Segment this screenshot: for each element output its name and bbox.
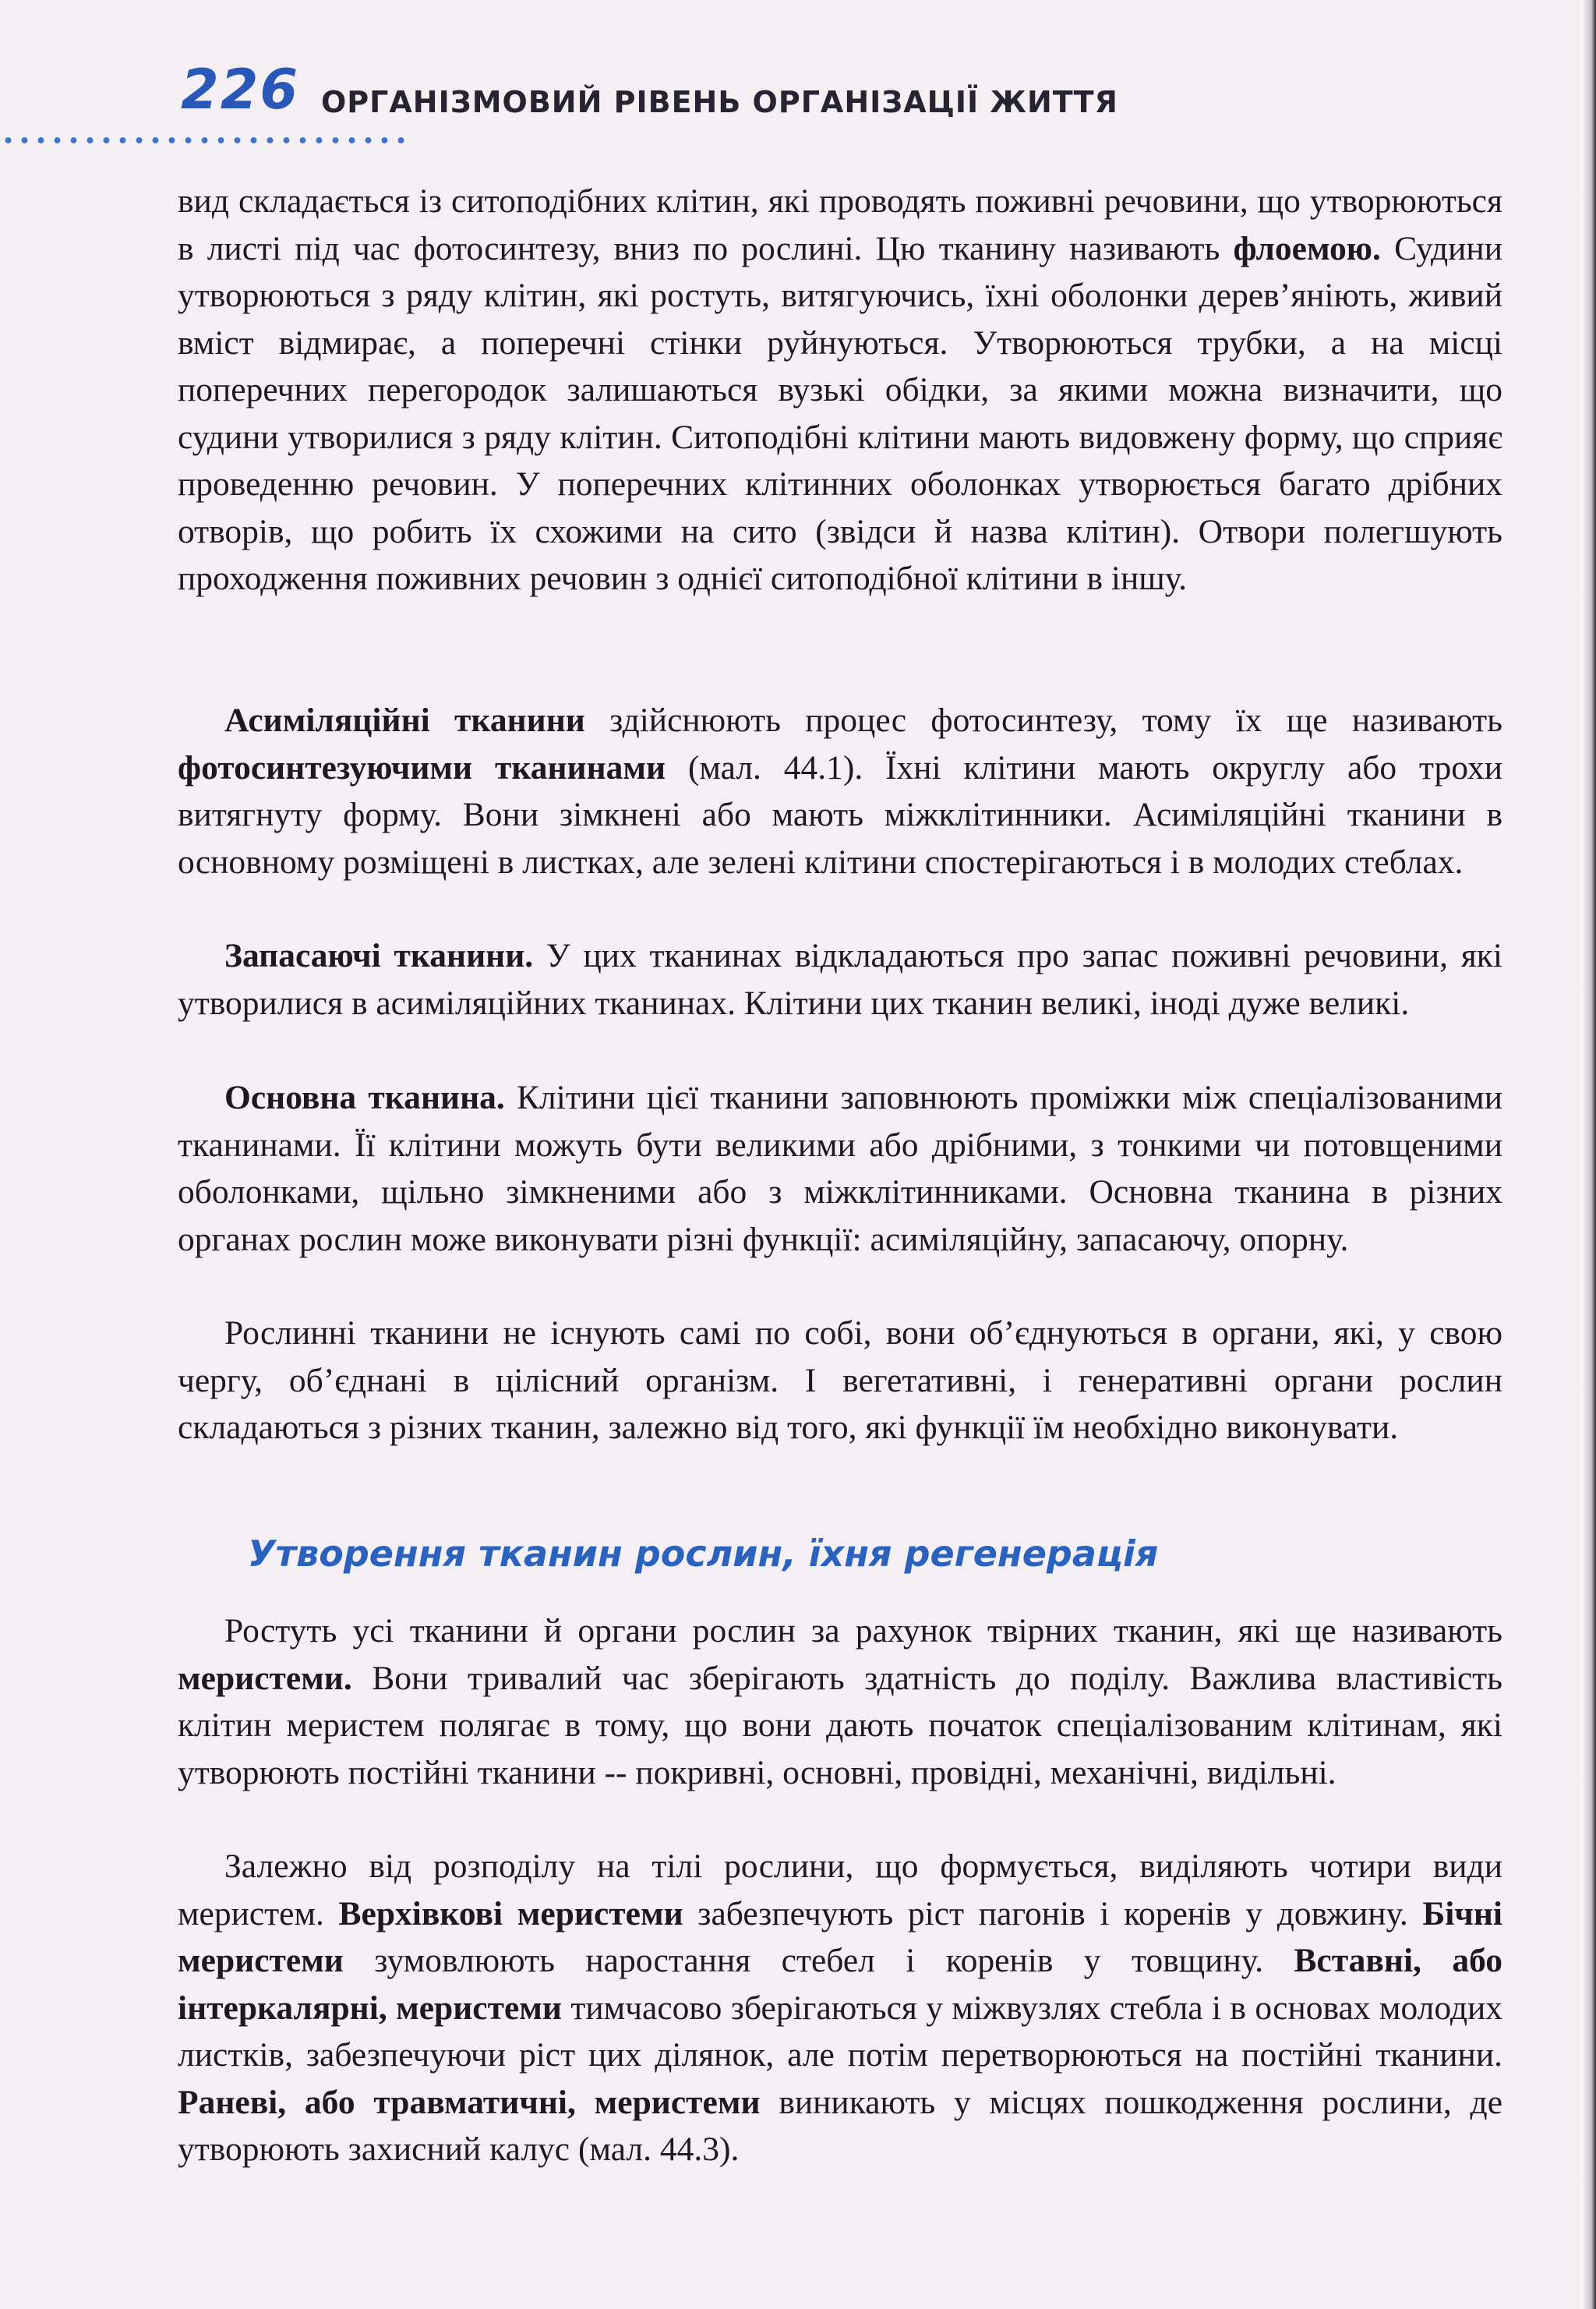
text-run: Судини утворюються з ряду клітин, які ростуть, витягуючись, їхні оболонки дерев’яніють, живий вміст відмирає, а поперечні стінки руйнуються. Утворюються трубки, а на місці поперечних перегородок залишаються вузькі обідки, за якими можна визначити, що судини утворилися з ряду клітин. Ситоподібні клітини мають видовжену форму, що сприяє проведенню речовин. У поперечних клітинних оболонках утворюється багато дрібних отворів, що робить їх схожими на сито (звідси й назва клітин). Отвори полегшують проходження поживних речовин з однієї ситоподібної клітини в іншу. [178, 229, 1502, 597]
term-phloem: флоемою. [1233, 229, 1381, 267]
paragraph-storage [178, 932, 1502, 1027]
text-run: Клітини цієї тканини заповнюють проміжки між спеціалізованими тканинами. Її клітини можуть бути великими або дрібними, з тонкими чи потовщеними оболонками, щільно зімкненими або з міжклітинниками. Основна тканина в різних органах рослин може виконувати різні функції: асиміляційну, запасаючу, опорну. [178, 1079, 1502, 1258]
term-apical-meristems: Верхівкові меристеми [338, 1894, 683, 1932]
text-run: здійснюють процес фотосинтезу, тому їх ще називають [584, 702, 1503, 739]
paragraph-organs [178, 1310, 1502, 1452]
text-run: Ростуть усі тканини й органи рослин за рахунок твірних тканин, які ще називають [224, 1612, 1502, 1650]
text-run: Залежно від розподілу на тілі рослини, що формується, виділяють чотири види меристем. [178, 1848, 1502, 1932]
text-run: Вони тривалий час зберігають здатність до поділу. Важлива властивість клітин меристем полягає в тому, що вони дають початок спеціалізованим клітинам, які утворюють постійні тканини -- покривні, основні, провідні, механічні, видільні. [178, 1659, 1502, 1791]
term-meristems: меристеми. [178, 1659, 352, 1697]
term-assimilation-tissues: Асиміляційні тканини [224, 702, 585, 739]
text-run: тимчасово зберігаються у міжвузлях стебла і в основах молодих листків, забезпечуючи ріст цих ділянок, але потім перетворюються на постійні тканини. [178, 1989, 1502, 2074]
term-lateral-meristems: Бічні меристеми [178, 1894, 1502, 1979]
term-wound-meristems: Раневі, або травматичні, меристеми [178, 2083, 761, 2121]
paragraph-ground-tissue [178, 1074, 1502, 1263]
term-storage-tissues: Запасаючі тканини. [224, 937, 534, 974]
page-edge-shadow [1580, 0, 1596, 2309]
text-run: У цих тканинах відкладаються про запас поживні речовини, які утворилися в асиміляційних тканинах. Клітини цих тканин великі, іноді дуже великі. [178, 937, 1502, 1022]
running-title: ОРГАНІЗМОВИЙ РІВЕНЬ ОРГАНІЗАЦІЇ ЖИТТЯ [321, 85, 1118, 119]
text-run: (мал. 44.1). Їхні клітини мають округлу або трохи витягнуту форму. Вони зімкнені або мають міжклітинники. Асиміляційні тканини в основному розміщені в листках, але зелені клітини спостерігаються і в молодих стеблах. [178, 748, 1502, 881]
dotted-rule [0, 131, 413, 150]
text-run: зумовлюють наростання стебел і коренів у товщину. [343, 1942, 1294, 1979]
term-photosynthetic-tissues: фотосинтезуючими тканинами [178, 748, 666, 787]
term-intercalary-meristems: Вставні, або інтеркалярні, меристеми [178, 1942, 1502, 2027]
paragraph-assimilation [178, 697, 1502, 886]
text-run: вид складається із ситоподібних клітин, які проводять поживні речовини, що утворюються в листі під час фотосинтезу, вниз по рослині. Цю тканину називають [178, 182, 1502, 267]
text-run: виникають у місцях пошкодження рослини, де утворюють захисний калус (мал. 44.3). [178, 2083, 1502, 2168]
text-run: забезпечують ріст пагонів і коренів у довжину. [683, 1894, 1423, 1932]
section-heading: Утворення тканин рослин, їхня регенерація [248, 1533, 1159, 1575]
text-run: Рослинні тканини не існують самі по собі, вони об’єднуються в органи, які, у свою чергу, об’єднані в цілісний організм. І вегетативні, і генеративні органи рослин складаються з різних тканин, залежно від того, які функції їм необхідно виконувати. [178, 1314, 1502, 1446]
paragraph-phloem [178, 178, 1502, 603]
page-number: 226 [181, 58, 300, 122]
paragraph-meristem-types [178, 1843, 1502, 2173]
term-ground-tissue: Основна тканина. [224, 1079, 505, 1116]
paragraph-meristems [178, 1607, 1502, 1796]
